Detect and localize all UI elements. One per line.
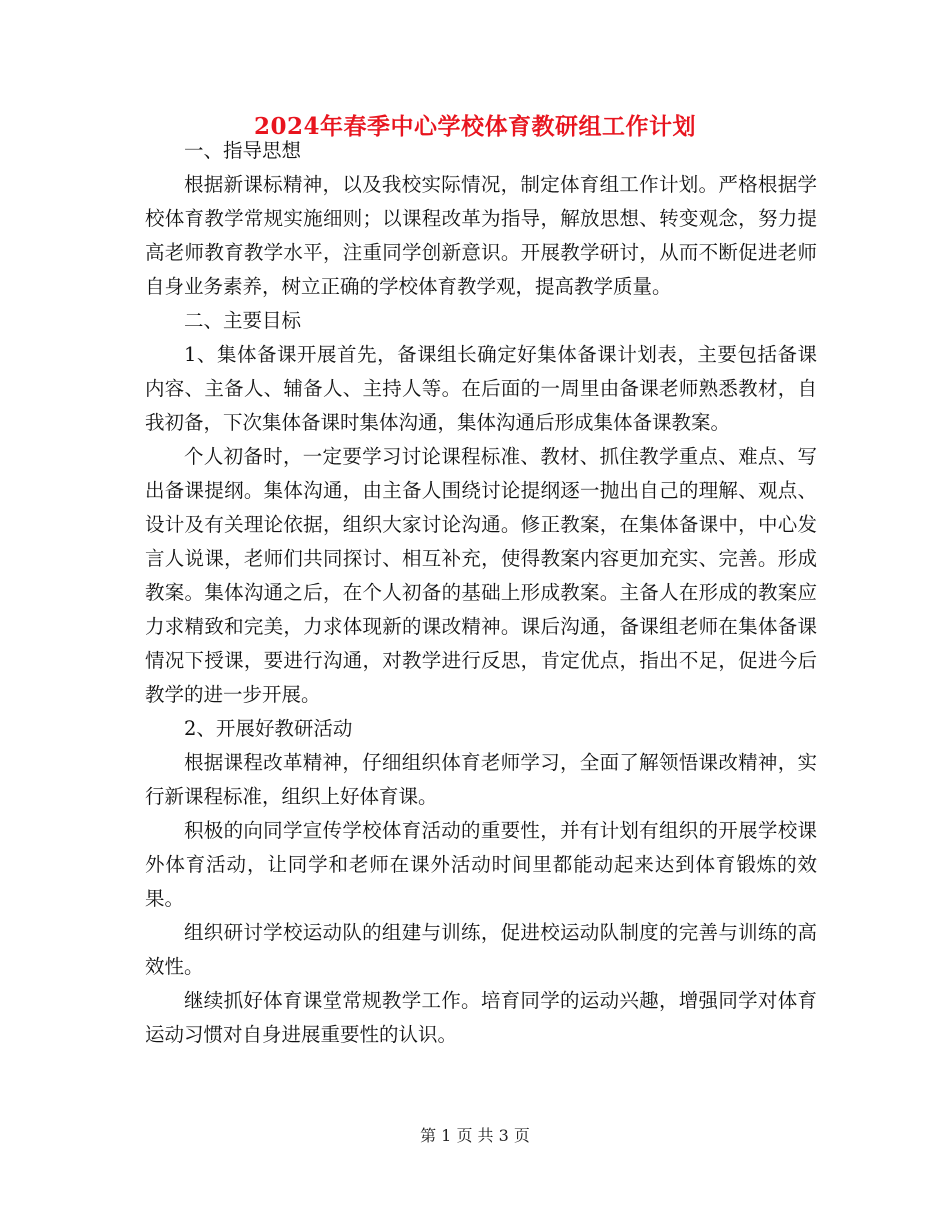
paragraph: 继续抓好体育课堂常规教学工作。培育同学的运动兴趣，增强同学对体育运动习惯对自身进展重要性的认识。 bbox=[145, 989, 817, 1046]
paragraph: 1、集体备课开展首先，备课组长确定好集体备课计划表，主要包括备课内容、主备人、辅备人、主持人等。在后面的一周里由备课老师熟悉教材，自我初备，下次集体备课时集体沟通，集体沟通后形成集体备课教案。 bbox=[145, 343, 817, 434]
paragraph: 根据课程改革精神，仔细组织体育老师学习，全面了解领悟课改精神，实行新课程标准，组织上好体育课。 bbox=[145, 751, 817, 808]
page-number-footer: 第 1 页 共 3 页 bbox=[420, 1126, 530, 1145]
subsection-heading-teaching-research: 2、开展好教研活动 bbox=[184, 717, 353, 740]
paragraph: 组织研讨学校运动队的组建与训练，促进校运动队制度的完善与训练的高效性。 bbox=[145, 921, 817, 978]
document-body bbox=[145, 134, 817, 1052]
section-heading-guiding-ideology: 一、指导思想 bbox=[184, 139, 302, 162]
section-heading-main-goals: 二、主要目标 bbox=[184, 309, 302, 332]
paragraph: 个人初备时，一定要学习讨论课程标准、教材、抓住教学重点、难点、写出备课提纲。集体沟通，由主备人围绕讨论提纲逐一抛出自己的理解、观点、设计及有关理论依据，组织大家讨论沟通。修正教案，在集体备课中，中心发言人说课，老师们共同探讨、相互补充，使得教案内容更加充实、完善。形成教案。集体沟通之后，在个人初备的基础上形成教案。主备人在形成的教案应力求精致和完美，力求体现新的课改精神。课后沟通，备课组老师在集体备课情况下授课，要进行沟通，对教学进行反思，肯定优点，指出不足，促进今后教学的进一步开展。 bbox=[145, 445, 817, 706]
paragraph: 积极的向同学宣传学校体育活动的重要性，并有计划有组织的开展学校课外体育活动，让同学和老师在课外活动时间里都能动起来达到体育锻炼的效果。 bbox=[145, 819, 817, 910]
document-title: 2024年春季中心学校体育教研组工作计划 bbox=[253, 113, 696, 140]
paragraph: 根据新课标精神，以及我校实际情况，制定体育组工作计划。严格根据学校体育教学常规实施细则；以课程改革为指导，解放思想、转变观念，努力提高老师教育教学水平，注重同学创新意识。开展教学研讨，从而不断促进老师自身业务素养，树立正确的学校体育教学观，提高教学质量。 bbox=[145, 173, 817, 298]
